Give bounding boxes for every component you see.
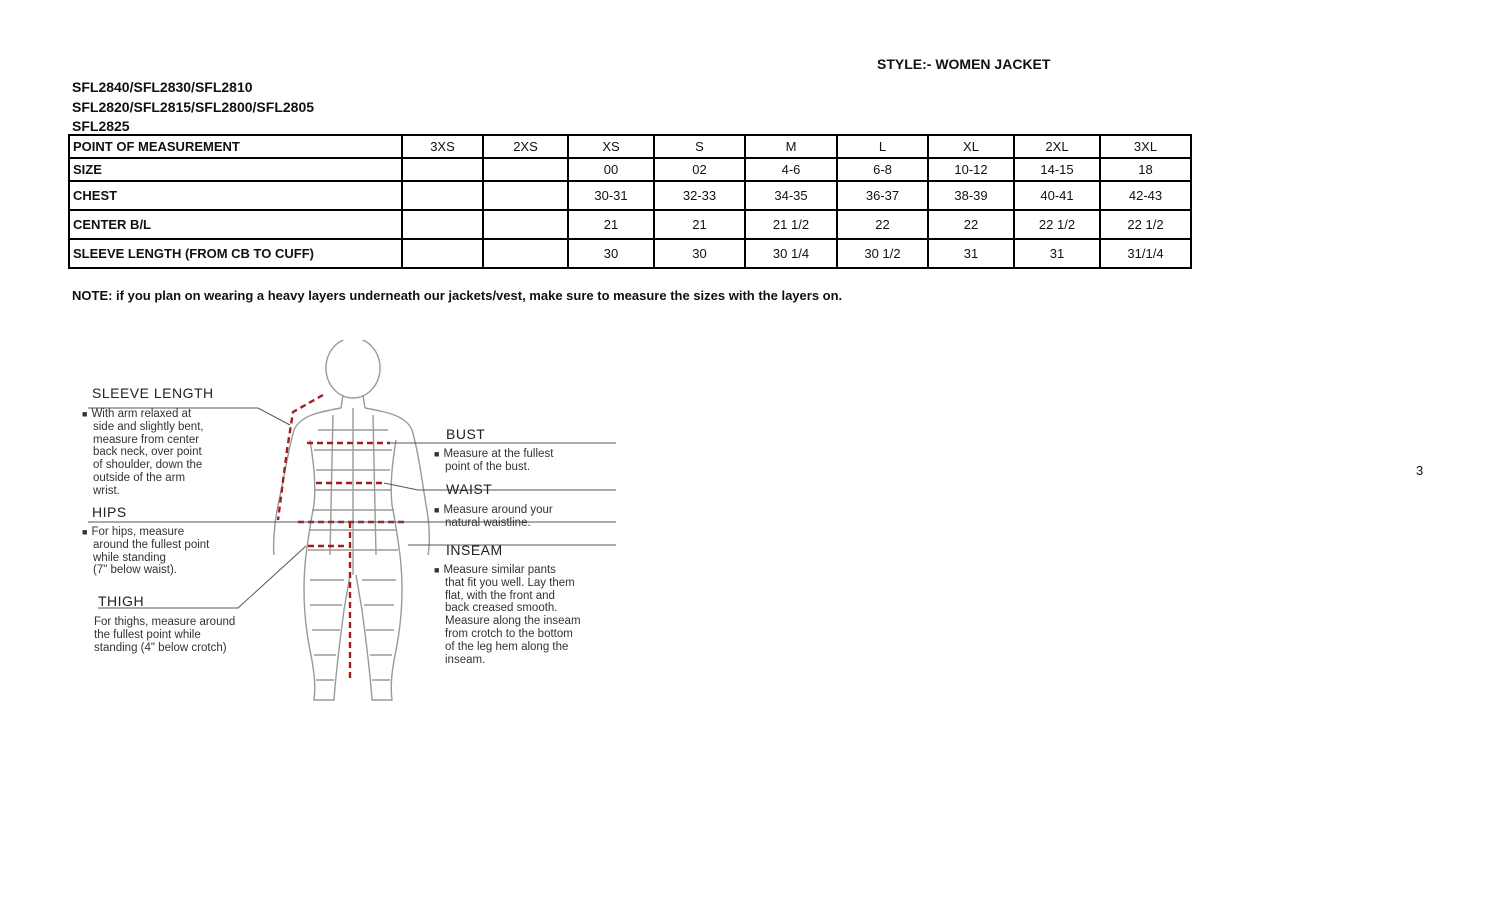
column-header: S: [654, 135, 745, 158]
table-cell: 00: [568, 158, 654, 181]
table-cell: [483, 158, 568, 181]
table-cell: 31: [928, 239, 1014, 268]
table-cell: 30: [654, 239, 745, 268]
column-header: 2XS: [483, 135, 568, 158]
table-cell: 36-37: [837, 181, 928, 210]
table-row: [69, 239, 1191, 268]
size-chart-table: [68, 134, 1192, 269]
table-cell: [402, 239, 483, 268]
bust-text: ■ Measure at the fullest point of the bust.: [434, 448, 554, 473]
sleeve-length-text: ■ With arm relaxed at side and slightly bent, measure from center back neck, over point of shoulder, down the outside of the arm wrist.: [82, 408, 204, 497]
inseam-text: ■ Measure similar pants that fit you well. Lay them flat, with the front and back creased smooth. Measure along the inseam from crotch to the bottom of the leg hem along the inseam.: [434, 564, 581, 666]
waist-text: ■ Measure around your natural waistline.: [434, 504, 553, 529]
measurement-guide-figure: [78, 340, 638, 710]
table-cell: 6-8: [837, 158, 928, 181]
table-header-row: [69, 135, 1191, 158]
table-cell: 02: [654, 158, 745, 181]
table-cell: [483, 210, 568, 239]
table-cell: 21 1/2: [745, 210, 837, 239]
table-cell: 10-12: [928, 158, 1014, 181]
bullet-icon: ■: [434, 505, 440, 515]
body-outline: [274, 340, 430, 700]
table-row: [69, 181, 1191, 210]
column-header: 2XL: [1014, 135, 1100, 158]
bust-heading: BUST: [446, 426, 486, 442]
table-cell: 30-31: [568, 181, 654, 210]
header-label: POINT OF MEASUREMENT: [69, 135, 402, 158]
waist-heading: WAIST: [446, 481, 493, 497]
row-label: SLEEVE LENGTH (FROM CB TO CUFF): [69, 239, 402, 268]
table-cell: [402, 158, 483, 181]
table-cell: 30 1/4: [745, 239, 837, 268]
table-cell: 21: [568, 210, 654, 239]
table-cell: [483, 181, 568, 210]
row-label: CENTER B/L: [69, 210, 402, 239]
table-cell: 34-35: [745, 181, 837, 210]
table-cell: 30 1/2: [837, 239, 928, 268]
hips-text: ■ For hips, measure around the fullest point while standing (7" below waist).: [82, 526, 210, 577]
column-header: XS: [568, 135, 654, 158]
row-label: CHEST: [69, 181, 402, 210]
column-header: M: [745, 135, 837, 158]
thigh-text: For thighs, measure around the fullest point while standing (4" below crotch): [94, 616, 236, 654]
inseam-heading: INSEAM: [446, 542, 503, 558]
table-cell: 22 1/2: [1100, 210, 1191, 239]
bullet-icon: ■: [434, 449, 440, 459]
table-cell: 40-41: [1014, 181, 1100, 210]
sleeve-length-heading: SLEEVE LENGTH: [92, 385, 214, 401]
table-cell: 4-6: [745, 158, 837, 181]
table-cell: [402, 181, 483, 210]
table-cell: 42-43: [1100, 181, 1191, 210]
table-cell: 31: [1014, 239, 1100, 268]
table-cell: 21: [654, 210, 745, 239]
table-cell: 22: [837, 210, 928, 239]
sizing-note: NOTE: if you plan on wearing a heavy layers underneath our jackets/vest, make sure to measure the sizes with the layers on.: [72, 288, 843, 303]
thigh-heading: THIGH: [98, 593, 145, 609]
table-cell: 18: [1100, 158, 1191, 181]
table-cell: 22: [928, 210, 1014, 239]
column-header: 3XS: [402, 135, 483, 158]
column-header: XL: [928, 135, 1014, 158]
hips-heading: HIPS: [92, 504, 127, 520]
table-cell: 31/1/4: [1100, 239, 1191, 268]
column-header: 3XL: [1100, 135, 1191, 158]
row-label: SIZE: [69, 158, 402, 181]
table-cell: 14-15: [1014, 158, 1100, 181]
style-code-line-1: SFL2840/SFL2830/SFL2810: [72, 79, 253, 95]
table-cell: [402, 210, 483, 239]
table-cell: 30: [568, 239, 654, 268]
bullet-icon: ■: [82, 527, 88, 537]
table-cell: [483, 239, 568, 268]
table-cell: 38-39: [928, 181, 1014, 210]
column-header: L: [837, 135, 928, 158]
style-title: STYLE:- WOMEN JACKET: [877, 56, 1051, 72]
table-row: [69, 210, 1191, 239]
style-code-line-3: SFL2825: [72, 118, 130, 134]
page-number: 3: [1416, 463, 1424, 478]
table-cell: 32-33: [654, 181, 745, 210]
style-code-line-2: SFL2820/SFL2815/SFL2800/SFL2805: [72, 99, 315, 115]
bullet-icon: ■: [434, 565, 440, 575]
table-row: [69, 158, 1191, 181]
measurement-lines: [278, 395, 408, 680]
table-cell: 22 1/2: [1014, 210, 1100, 239]
bullet-icon: ■: [82, 409, 88, 419]
